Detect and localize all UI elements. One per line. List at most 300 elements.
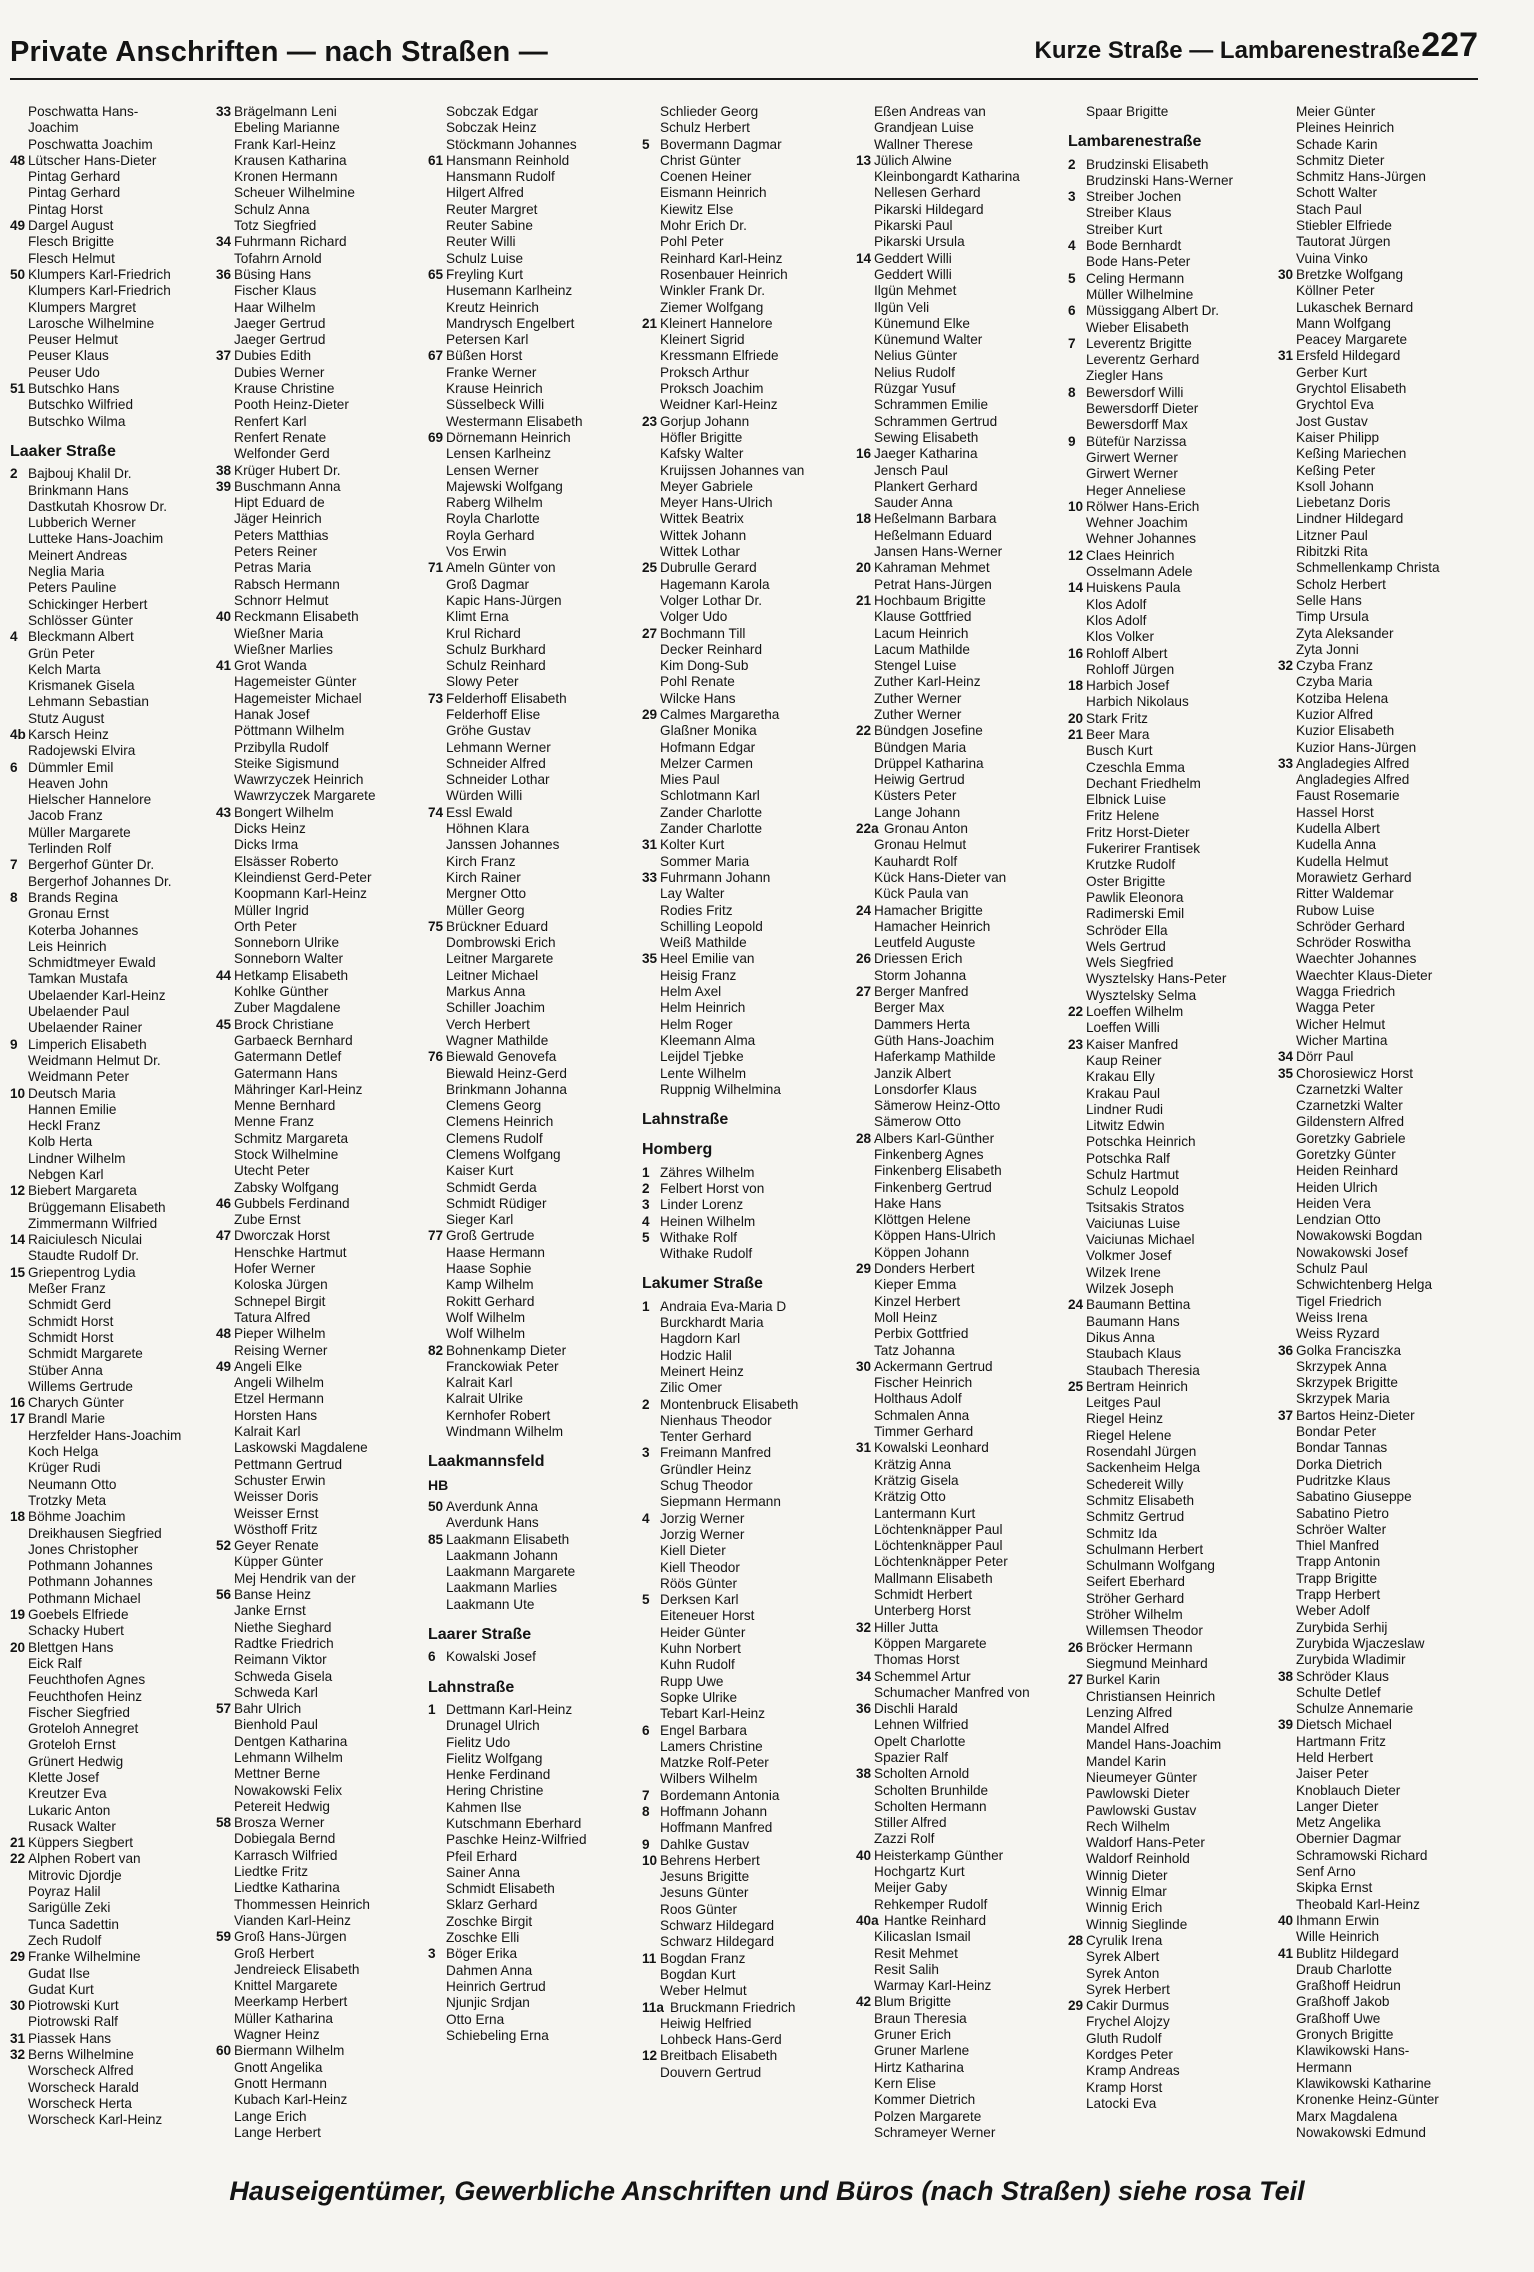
resident-name: Wagner Heinz [234, 2027, 320, 2043]
house-number: 10 [1068, 498, 1084, 514]
resident-entry [856, 1391, 1064, 1407]
house-number [428, 1131, 446, 1147]
resident-name: Butschko Wilfried [28, 397, 134, 413]
resident-name: Schmitz Margareta [234, 1130, 349, 1146]
resident-name: Loeffen Willi [1086, 1020, 1160, 1036]
resident-name: Metz Angelika [1296, 1815, 1381, 1831]
house-number [642, 1462, 660, 1478]
resident-entry [856, 740, 1064, 756]
house-number [1068, 1542, 1086, 1558]
resident-entry [428, 788, 636, 804]
resident-name: Klawikowski Katharine [1296, 2075, 1432, 2091]
house-number [1068, 1656, 1086, 1672]
resident-entry [216, 593, 424, 609]
house-number [856, 430, 874, 446]
house-number [1278, 609, 1296, 625]
house-number: 32 [856, 1619, 872, 1635]
resident-entry [1278, 2011, 1486, 2027]
house-number [216, 1163, 234, 1179]
house-number [1278, 788, 1296, 804]
house-number [642, 821, 660, 837]
house-number [216, 1913, 234, 1929]
resident-entry [216, 1489, 424, 1505]
house-number [10, 1477, 28, 1493]
resident-name: Gröhe Gustav [446, 723, 531, 739]
resident-name: Flesch Helmut [28, 250, 115, 266]
resident-entry [856, 1750, 1064, 1766]
house-number: 56 [216, 1587, 232, 1603]
resident-entry [856, 674, 1064, 690]
house-number: 32 [10, 2047, 26, 2063]
house-number [1278, 544, 1296, 560]
resident-name: Sämerow Otto [874, 1114, 961, 1130]
house-number [642, 1543, 660, 1559]
resident-name: Bleckmann Albert [28, 629, 134, 645]
resident-entry [856, 1734, 1064, 1750]
resident-entry [856, 1669, 1064, 1685]
house-number: 29 [642, 706, 658, 722]
house-number: 8 [642, 1803, 650, 1819]
resident-entry [642, 772, 850, 788]
resident-name: Volger Udo [660, 609, 728, 625]
resident-entry [1278, 511, 1486, 527]
resident-entry [1278, 1603, 1486, 1619]
resident-entry [10, 234, 218, 250]
house-number [216, 1000, 234, 1016]
house-number [10, 1151, 28, 1167]
resident-name: Güth Hans-Joachim [874, 1032, 995, 1048]
resident-entry [856, 837, 1064, 853]
house-number: 40 [856, 1847, 872, 1863]
house-number: 7 [642, 1787, 650, 1803]
resident-entry [856, 1066, 1064, 1082]
resident-name: Klumpers Karl-Friedrich [28, 283, 171, 299]
house-number: 41 [216, 658, 232, 674]
house-number [642, 1869, 660, 1885]
resident-name: Syrek Herbert [1086, 1981, 1170, 1997]
resident-name: Zyta Jonni [1296, 641, 1359, 657]
house-number [642, 2032, 660, 2048]
resident-entry [216, 1424, 424, 1440]
resident-entry [642, 1674, 850, 1690]
resident-entry [428, 919, 636, 935]
resident-entry [642, 511, 850, 527]
resident-name: Schwarz Hildegard [660, 1934, 775, 1950]
resident-entry [216, 1343, 424, 1359]
resident-entry [856, 1603, 1064, 1619]
resident-name: Ilgün Veli [874, 299, 930, 315]
resident-entry [642, 1017, 850, 1033]
resident-name: Wagga Peter [1296, 1000, 1375, 1016]
resident-entry [216, 1897, 424, 1913]
resident-name: Syrek Anton [1086, 1965, 1160, 1981]
resident-name: Hagdorn Karl [660, 1331, 741, 1347]
resident-entry [1068, 939, 1276, 955]
house-number [1068, 1053, 1086, 1069]
resident-entry [10, 483, 218, 499]
resident-entry [1068, 1574, 1276, 1590]
resident-name: Nelius Rudolf [874, 364, 955, 380]
house-number: 12 [642, 2048, 658, 2064]
house-number [856, 1114, 874, 1130]
resident-entry [1068, 711, 1276, 727]
resident-entry [10, 1102, 218, 1118]
resident-name: Gatermann Detlef [234, 1049, 342, 1065]
resident-name: Charych Günter [28, 1395, 124, 1411]
house-number [216, 560, 234, 576]
resident-entry [1068, 336, 1276, 352]
resident-name: Tamkan Mustafa [28, 971, 128, 987]
resident-entry [1278, 609, 1486, 625]
resident-entry [428, 1515, 636, 1531]
house-number: 3 [642, 1197, 650, 1213]
house-number [642, 1246, 660, 1262]
house-number: 35 [642, 951, 658, 967]
house-number [216, 1408, 234, 1424]
resident-entry [10, 104, 218, 120]
header-section-title: Private Anschriften — nach Straßen — [10, 36, 548, 68]
house-number [10, 646, 28, 662]
house-number [856, 1326, 874, 1342]
resident-name: Hamacher Heinrich [874, 918, 991, 934]
resident-entry [428, 234, 636, 250]
house-number [1068, 694, 1086, 710]
house-number [1278, 577, 1296, 593]
house-number [428, 1017, 446, 1033]
house-number [10, 1004, 28, 1020]
house-number: 21 [10, 1835, 26, 1851]
house-number [856, 283, 874, 299]
resident-name: Leitner Margarete [446, 951, 554, 967]
house-number [1068, 1020, 1086, 1036]
resident-entry [428, 267, 636, 283]
resident-entry [642, 642, 850, 658]
house-number [1068, 1183, 1086, 1199]
house-number [428, 968, 446, 984]
resident-name: Jaeger Katharina [874, 446, 978, 462]
resident-entry [216, 1669, 424, 1685]
resident-name: Pieper Wilhelm [234, 1326, 326, 1342]
resident-name: Kleemann Alma [660, 1032, 756, 1048]
resident-name: Künemund Walter [874, 332, 983, 348]
resident-entry [10, 1623, 218, 1639]
resident-name: Köllner Peter [1296, 283, 1375, 299]
house-number [216, 1571, 234, 1587]
house-number [216, 1391, 234, 1407]
resident-entry [856, 1652, 1064, 1668]
house-number [1278, 137, 1296, 153]
resident-entry [1278, 1212, 1486, 1228]
resident-entry [428, 805, 636, 821]
resident-name: Kernhofer Robert [446, 1407, 551, 1423]
house-number [642, 185, 660, 201]
resident-entry [642, 1429, 850, 1445]
resident-entry [856, 821, 1064, 837]
house-number [428, 1196, 446, 1212]
resident-entry [856, 2092, 1064, 2108]
resident-name: Petersen Karl [446, 332, 529, 348]
house-number: 49 [10, 218, 26, 234]
resident-entry [1278, 1408, 1486, 1424]
resident-entry [856, 300, 1064, 316]
resident-name: Schröer Walter [1296, 1521, 1387, 1537]
resident-entry [1068, 1542, 1276, 1558]
house-number [1068, 1232, 1086, 1248]
house-number [216, 1180, 234, 1196]
house-number [856, 805, 874, 821]
resident-entry [1068, 1623, 1276, 1639]
resident-entry [428, 1751, 636, 1767]
house-number [1278, 1326, 1296, 1342]
house-number: 45 [216, 1016, 232, 1032]
resident-name: Lay Walter [660, 886, 725, 902]
house-number [856, 837, 874, 853]
resident-entry [1278, 218, 1486, 234]
house-number [642, 365, 660, 381]
resident-entry [1278, 2027, 1486, 2043]
house-number [856, 463, 874, 479]
house-number [1278, 1163, 1296, 1179]
house-number: 37 [1278, 1407, 1294, 1423]
house-number: 22 [856, 723, 872, 739]
resident-name: Ritter Waldemar [1296, 886, 1394, 902]
resident-entry [10, 1737, 218, 1753]
resident-name: Brosza Werner [234, 1815, 325, 1831]
resident-entry [1278, 1848, 1486, 1864]
house-number: 40a [856, 1912, 879, 1928]
house-number [856, 1750, 874, 1766]
house-number [216, 153, 234, 169]
resident-name: Wagga Friedrich [1296, 984, 1396, 1000]
house-number [216, 1946, 234, 1962]
house-number [856, 1033, 874, 1049]
resident-name: Hantke Reinhard [884, 1912, 987, 1928]
resident-entry [642, 1902, 850, 1918]
house-number [856, 2027, 874, 2043]
house-number [642, 153, 660, 169]
resident-name: Jaeger Gertrud [234, 332, 326, 348]
resident-name: Felderhoff Elisabeth [446, 690, 567, 706]
resident-entry [1068, 1900, 1276, 1916]
house-number [10, 397, 28, 413]
house-number: 26 [856, 951, 872, 967]
house-number [428, 1751, 446, 1767]
resident-name: Fritz Helene [1086, 808, 1160, 824]
resident-name: Fritz Horst-Dieter [1086, 824, 1190, 840]
resident-entry [642, 381, 850, 397]
resident-name: Schulz Reinhard [446, 658, 546, 674]
resident-name: Schrameyer Werner [874, 2124, 996, 2140]
house-number [216, 251, 234, 267]
house-number [428, 479, 446, 495]
resident-entry [428, 1995, 636, 2011]
resident-name: Schramowski Richard [1296, 1847, 1428, 1863]
resident-entry [428, 1532, 636, 1548]
resident-name: Leutfeld Auguste [874, 935, 976, 951]
resident-name: Andraia Eva-Maria D [660, 1298, 787, 1314]
house-number: 4b [10, 726, 26, 742]
resident-entry [1068, 385, 1276, 401]
resident-entry [1068, 1656, 1276, 1672]
house-number: 33 [1278, 755, 1294, 771]
resident-entry [1068, 1200, 1276, 1216]
house-number [856, 2125, 874, 2141]
resident-entry [856, 658, 1064, 674]
house-number [428, 984, 446, 1000]
house-number [642, 1478, 660, 1494]
resident-name: Bajbouj Khalil Dr. [28, 466, 132, 482]
resident-entry [1068, 1346, 1276, 1362]
resident-entry [1278, 1228, 1486, 1244]
house-number [216, 1652, 234, 1668]
resident-entry [10, 1770, 218, 1786]
house-number [10, 1297, 28, 1313]
resident-name: Flesch Brigitte [28, 234, 115, 250]
resident-entry [428, 1147, 636, 1163]
resident-entry [856, 397, 1064, 413]
resident-entry [10, 531, 218, 547]
resident-name: Hansmann Rudolf [446, 169, 555, 185]
resident-entry [856, 1326, 1064, 1342]
resident-name: Löchtenknäpper Paul [874, 1538, 1003, 1554]
house-number [428, 1995, 446, 2011]
resident-entry [1278, 1864, 1486, 1880]
house-number [1278, 153, 1296, 169]
house-number [216, 1880, 234, 1896]
resident-entry [10, 1118, 218, 1134]
house-number [642, 772, 660, 788]
house-number [10, 1656, 28, 1672]
resident-name: Lindner Hildegard [1296, 511, 1404, 527]
house-number [856, 1049, 874, 1065]
resident-name: Laakmann Marlies [446, 1580, 558, 1596]
house-number [642, 511, 660, 527]
house-number [216, 1864, 234, 1880]
resident-entry [856, 1685, 1064, 1701]
house-number [10, 923, 28, 939]
house-number [10, 1672, 28, 1688]
resident-entry [1068, 971, 1276, 987]
resident-entry [10, 1460, 218, 1476]
resident-entry [428, 1499, 636, 1515]
resident-name: Albers Karl-Günther [874, 1130, 995, 1146]
resident-entry [856, 446, 1064, 462]
resident-entry [642, 2016, 850, 2032]
resident-entry [856, 951, 1064, 967]
resident-name: Finkenberg Gertrud [874, 1179, 992, 1195]
resident-entry [642, 1608, 850, 1624]
resident-name: Rölwer Hans-Erich [1086, 498, 1200, 514]
resident-entry [856, 2076, 1064, 2092]
street-heading: Lahnstraße [642, 1111, 729, 1129]
resident-name: Schwichtenberg Helga [1296, 1277, 1433, 1293]
house-number [216, 1033, 234, 1049]
resident-name: Ihmann Erwin [1296, 1912, 1380, 1928]
house-number [1278, 1506, 1296, 1522]
house-number [856, 1294, 874, 1310]
house-number [428, 1261, 446, 1277]
resident-entry [216, 381, 424, 397]
house-number [10, 1558, 28, 1574]
resident-entry [856, 1196, 1064, 1212]
house-number [642, 756, 660, 772]
resident-entry [1278, 674, 1486, 690]
resident-name: Eiteneuer Horst [660, 1608, 755, 1624]
resident-entry [856, 903, 1064, 919]
resident-entry [642, 218, 850, 234]
house-number [642, 1082, 660, 1098]
house-number [216, 1783, 234, 1799]
house-number [216, 1848, 234, 1864]
resident-name: Würden Willi [446, 788, 523, 804]
house-number [428, 511, 446, 527]
resident-entry [1068, 1558, 1276, 1574]
resident-name: Löchtenknäpper Peter [874, 1554, 1008, 1570]
resident-name: Larosche Wilhelmine [28, 315, 155, 331]
house-number [1278, 2125, 1296, 2141]
resident-name: Drüppel Katharina [874, 755, 984, 771]
house-number [216, 528, 234, 544]
resident-entry [856, 1701, 1064, 1717]
resident-entry [216, 772, 424, 788]
resident-entry [10, 1411, 218, 1427]
house-number [1278, 968, 1296, 984]
house-number: 27 [1068, 1672, 1084, 1688]
resident-name: Schröder Klaus [1296, 1668, 1389, 1684]
resident-entry [1068, 776, 1276, 792]
resident-name: Czarnetzki Walter [1296, 1098, 1403, 1114]
resident-name: Piotrowski Ralf [28, 2014, 118, 2030]
resident-entry [216, 1033, 424, 1049]
resident-name: Haferkamp Mathilde [874, 1049, 996, 1065]
house-number [1068, 401, 1086, 417]
resident-entry [10, 2112, 218, 2128]
house-number [1068, 1118, 1086, 1134]
resident-name: Baumann Hans [1086, 1313, 1180, 1329]
resident-name: Weidmann Peter [28, 1069, 129, 1085]
resident-name: Müller Georg [446, 902, 525, 918]
resident-entry [856, 984, 1064, 1000]
house-number [1278, 1864, 1296, 1880]
house-number [1278, 1000, 1296, 1016]
resident-entry [1278, 528, 1486, 544]
resident-entry [642, 1397, 850, 1413]
resident-name: Peters Reiner [234, 544, 318, 560]
resident-name: Franke Wilhelmine [28, 1949, 141, 1965]
resident-name: Fischer Heinrich [874, 1375, 973, 1391]
resident-entry [856, 1228, 1064, 1244]
resident-entry [216, 1180, 424, 1196]
resident-name: Tenter Gerhard [660, 1429, 752, 1445]
resident-entry [642, 153, 850, 169]
resident-name: Petereit Hedwig [234, 1798, 330, 1814]
resident-entry [428, 626, 636, 642]
resident-name: Lukaric Anton [28, 1802, 111, 1818]
house-number [10, 988, 28, 1004]
house-number [10, 1917, 28, 1933]
house-number [1278, 984, 1296, 1000]
house-number: 60 [216, 2043, 232, 2059]
resident-entry [216, 577, 424, 593]
resident-name: Berns Wilhelmine [28, 2047, 134, 2063]
resident-entry [856, 2060, 1064, 2076]
resident-entry [642, 837, 850, 853]
house-number [642, 1918, 660, 1934]
resident-entry [216, 609, 424, 625]
resident-entry [1278, 104, 1486, 120]
house-number [428, 1375, 446, 1391]
resident-entry [216, 495, 424, 511]
